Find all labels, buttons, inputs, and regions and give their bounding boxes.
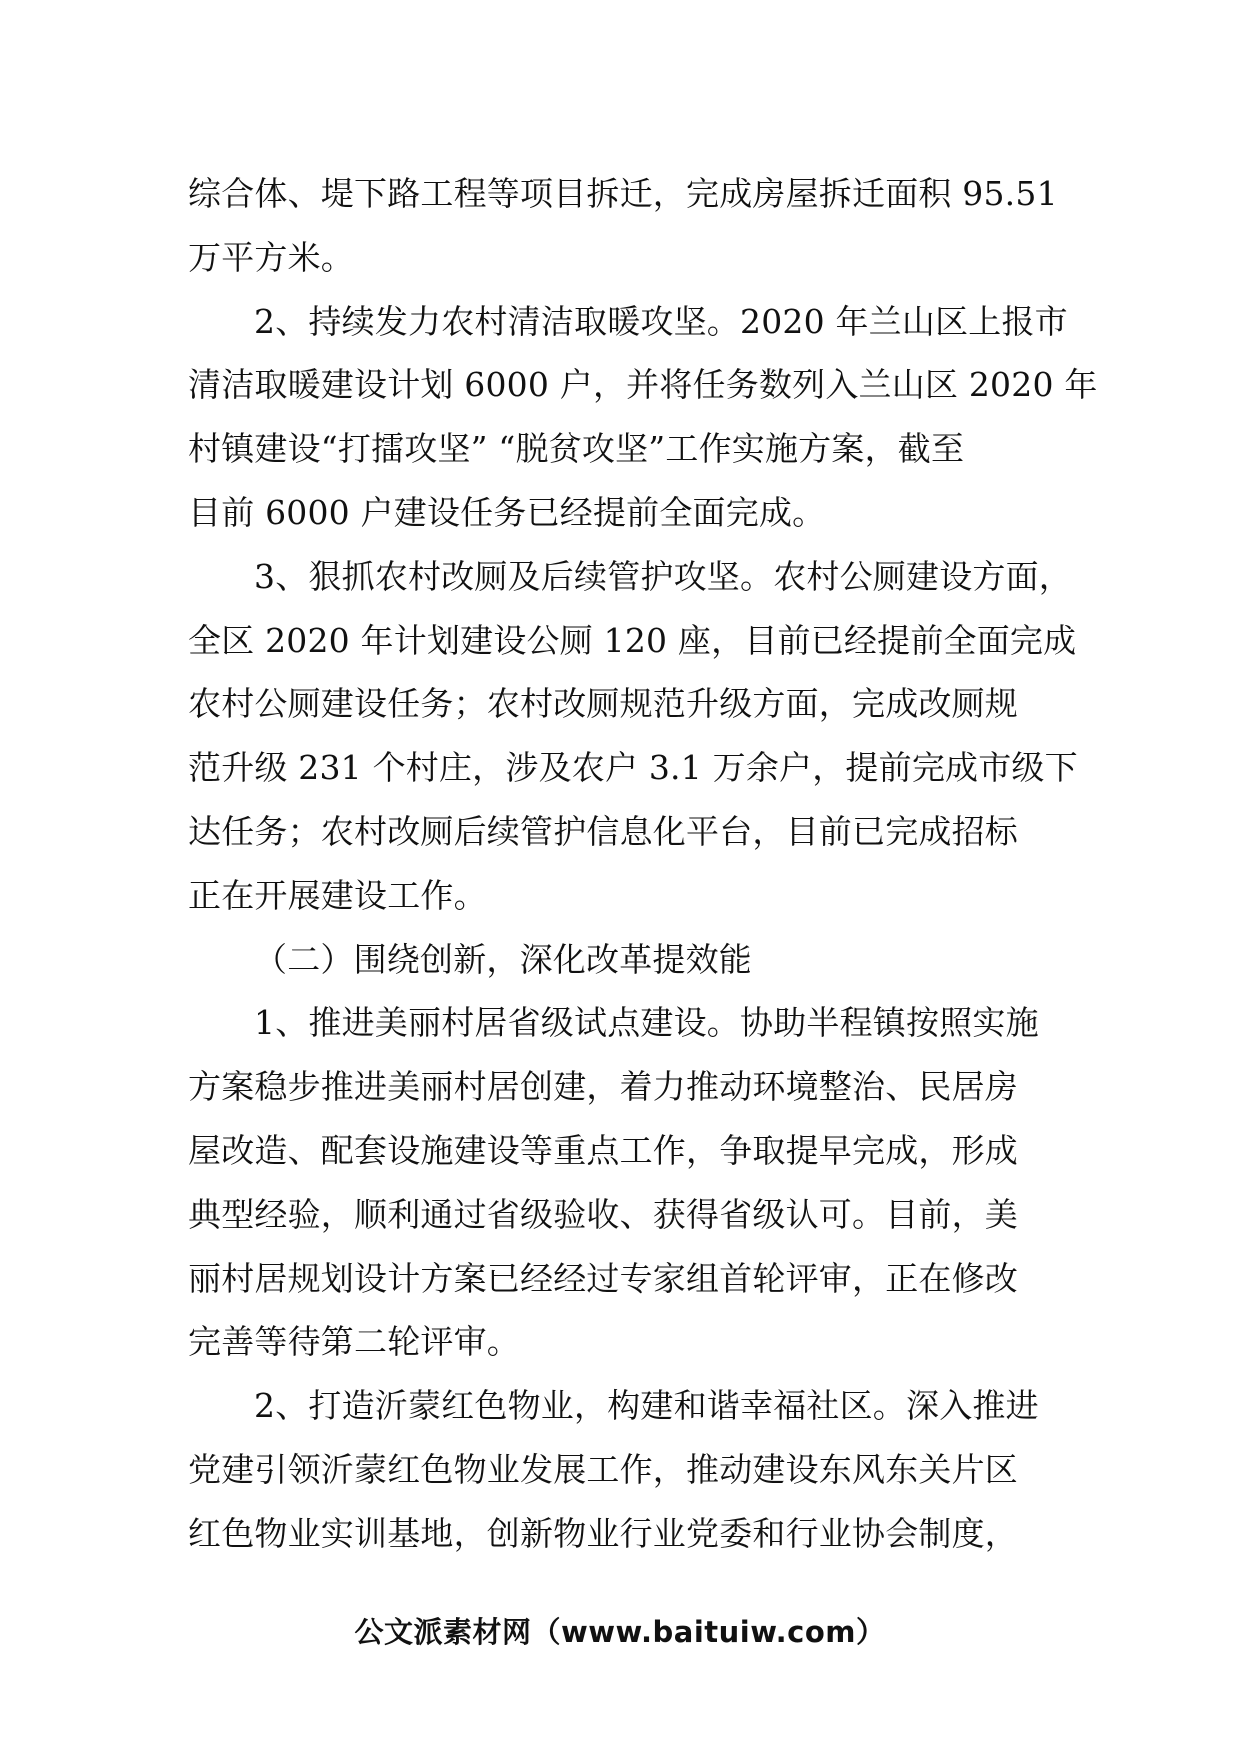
section-heading: （二）围绕创新，深化改革提效能 [254,939,752,979]
text-line: 村镇建设“打擂攻坚” “脱贫攻坚”工作实施方案，截至 [188,429,965,469]
text-line: 达任务；农村改厕后续管护信息化平台，目前已完成招标 [188,811,1018,851]
text-line: 正在开展建设工作。 [188,875,487,915]
text-line: 典型经验，顺利通过省级验收、获得省级认可。目前，美 [188,1194,1018,1234]
text-line: 农村公厕建设任务；农村改厕规范升级方面，完成改厕规 [188,684,1018,724]
text-line: 屋改造、配套设施建设等重点工作，争取提早完成，形成 [188,1130,1018,1170]
text-line: 万平方米。 [188,237,354,277]
text-line: 目前 6000 户建设任务已经提前全面完成。 [188,492,826,532]
text-line: 范升级 231 个村庄，涉及农户 3.1 万余户，提前完成市级下 [188,748,1078,788]
text-line: 红色物业实训基地，创新物业行业党委和行业协会制度， [188,1513,1018,1553]
paragraph-start-line: 3、狠抓农村改厕及后续管护攻坚。农村公厕建设方面， [254,556,1072,596]
text-line: 完善等待第二轮评审。 [188,1322,520,1362]
paragraph-start-line: 1、推进美丽村居省级试点建设。协助半程镇按照实施 [254,1003,1039,1043]
document-body [188,162,1098,1566]
text-line: 清洁取暖建设计划 6000 户，并将任务数列入兰山区 2020 年 [188,365,1098,405]
paragraph-start-line: 2、持续发力农村清洁取暖攻坚。2020 年兰山区上报市 [254,301,1068,341]
text-line: 方案稳步推进美丽村居创建，着力推动环境整治、民居房 [188,1067,1018,1107]
text-line: 综合体、堤下路工程等项目拆迁，完成房屋拆迁面积 95.51 [188,174,1058,213]
site-footer: 公文派素材网（www.baituiw.com） [354,1615,886,1649]
text-line: 丽村居规划设计方案已经经过专家组首轮评审，正在修改 [188,1258,1018,1298]
paragraph-start-line: 2、打造沂蒙红色物业，构建和谐幸福社区。深入推进 [254,1386,1039,1426]
text-line: 全区 2020 年计划建设公厕 120 座，目前已经提前全面完成 [188,620,1077,660]
text-line: 党建引领沂蒙红色物业发展工作，推动建设东风东关片区 [188,1449,1018,1489]
